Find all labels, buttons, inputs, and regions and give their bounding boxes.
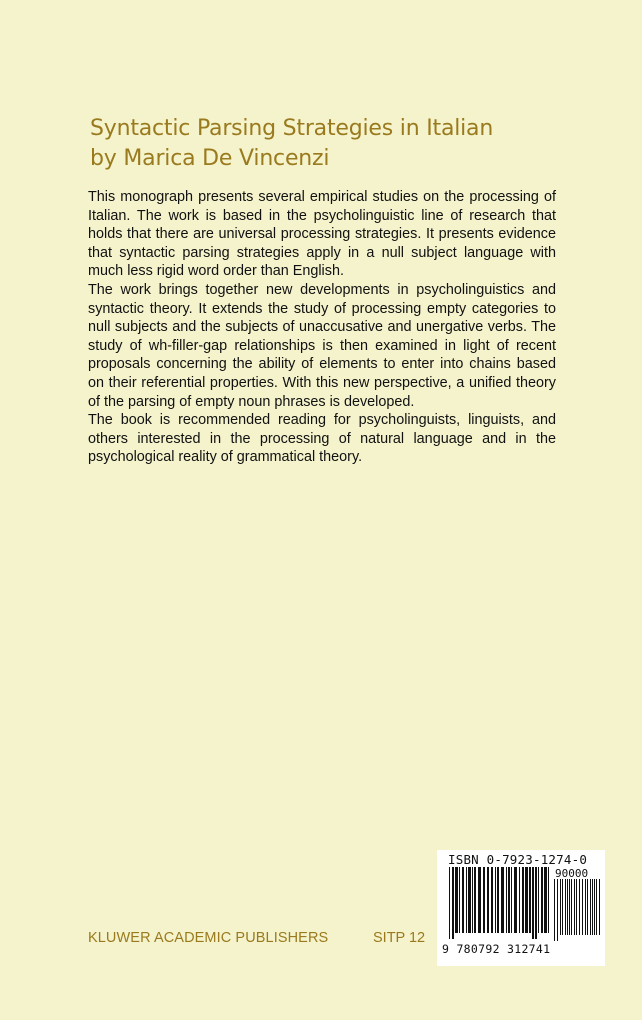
blurb-paragraph-1: This monograph presents several empirical studies on the processing of Italian. The work is based in the psycholinguistic line of research that holds that there are universal processing strategies. It presents evidence that syntactic parsing strategies apply in a null subject language with much less rigid word order than English. [88, 189, 556, 280]
book-title: Syntactic Parsing Strategies in Italian [90, 116, 494, 141]
publisher-name: KLUWER ACADEMIC PUBLISHERS [88, 930, 329, 946]
ean-digits: 9 780792 312741 [442, 942, 551, 956]
series-number: SITP 12 [373, 930, 426, 946]
isbn-label: ISBN 0-7923-1274-0 [448, 852, 588, 867]
book-title-block [90, 114, 560, 174]
blurb-paragraph-2: The work brings together new developments in psycholinguistics and syntactic theory. It extends the study of processing empty categories to null subjects and the subjects of unaccusative and unergative verbs. The study of wh-filler-gap relationships is then examined in light of recent proposals concerning the ability of elements to enter into chains based on their referential properties. With this new perspective, a unified theory of the parsing of empty noun phrases is developed. [88, 281, 556, 410]
addon-code: 90000 [555, 867, 589, 880]
ean-barcode [448, 867, 552, 939]
blurb-paragraph-3: The book is recommended reading for psycholinguists, linguists, and others interested in the processing of natural language and in the psychological reality of grammatical theory. [88, 412, 556, 466]
blurb-text [88, 188, 556, 467]
book-author: by Marica De Vincenzi [90, 146, 330, 171]
addon-barcode [553, 879, 603, 941]
